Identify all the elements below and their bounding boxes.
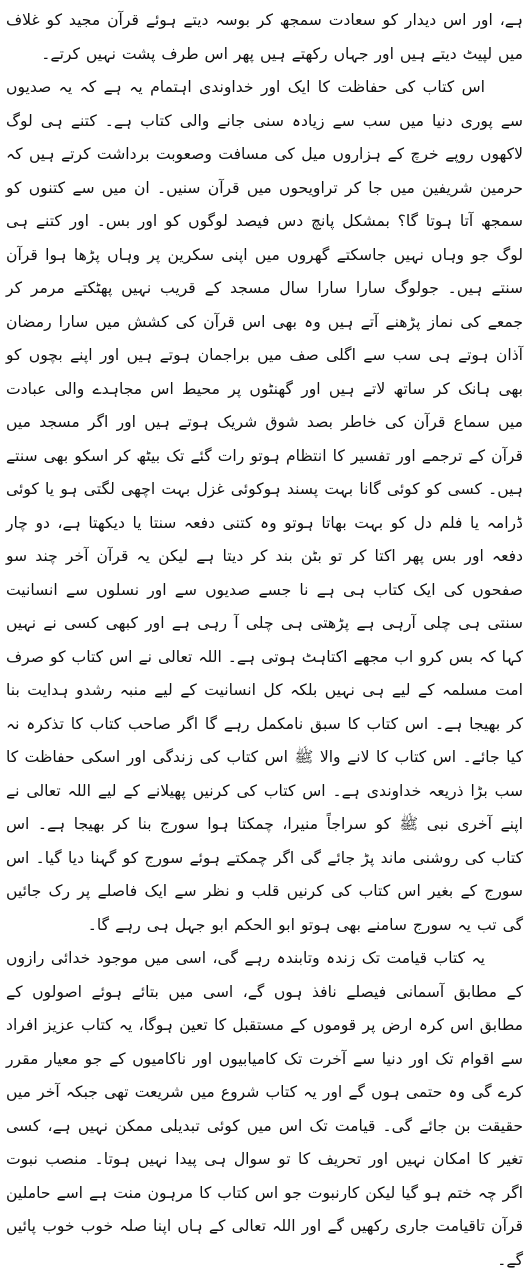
paragraph-continuation: ہے، اور اس دیدار کو سعادت سمجھ کر بوسہ دیتے ہوئے قرآن مجید کو غلاف میں لپیٹ دیتے ہیں اور جہاں رکھتے ہیں پھر اس طرف پشت نہیں کرتے۔ bbox=[6, 11, 523, 63]
paragraph-eternity: یہ کتاب قیامت تک زندہ وتابندہ رہے گی، اسی میں موجود خدائی رازوں کے مطابق آسمانی فیصلے نافذ ہوں گے، اسی میں بتائے ہوئے اصولوں کے مطابق اس کرہ ارض پر قوموں کے مستقبل کا تعین ہوگا، یہ کتاب عزیز افراد سے اقوام تک اور دنیا سے آخرت تک کامیابیوں اور ناکامیوں کے جو معیار مقرر کرے گی وہ حتمی ہوں گے اور یہ کتاب شروع میں شریعت تھی جبکہ آخر میں حقیقت بن جائے گی۔ قیامت تک اس میں کوئی تبدیلی ممکن نہیں ہے، کسی تغیر کا امکان نہیں اور تحریف کا تو سوال ہی پیدا نہیں ہوتا۔ منصب نبوت اگر چہ ختم ہو گیا لیکن کارنبوت جو اس کتاب کا مرہون منت ہے اسے حاملین قرآن تاقیامت جاری رکھیں گے اور اللہ تعالی کے ہاں اپنا صلہ خوب خوب پائیں گے۔ bbox=[6, 949, 523, 1269]
paragraph-preservation: اس کتاب کی حفاظت کا ایک اور خداوندی اہتمام یہ ہے کہ یہ صدیوں سے پوری دنیا میں سب سے زیادہ سنی جانے والی کتاب ہے۔ کتنے ہی لوگ لاکھوں روپے خرچ کے ہزاروں میل کی مسافت وصعوبت برداشت کرتے ہیں کہ حرمین شریفین میں جا کر تراویحوں میں قرآن سنیں۔ ان میں سے کتنوں کو سمجھ آتا ہوتا گا؟ بمشکل پانچ دس فیصد لوگوں کو اور بس۔ اور کتنے ہی لوگ جو وہاں نہیں جاسکتے گھروں میں اپنی سکرین پر وہاں پڑھا ہوا قرآن سنتے ہیں۔ جولوگ سارا سارا سال مسجد کے قریب نہیں پھٹکتے مرمر کر جمعے کی نماز پڑھنے آتے ہیں وہ بھی اس قرآن کی کشش میں سارا رمضان آذان ہوتے ہی سب سے اگلی صف میں براجمان ہوتے ہیں اور اپنے بچوں کو بھی ہانک کر ساتھ لاتے ہیں اور گھنٹوں پر محیط اس مجاہدے والی عبادت میں سماع قرآن کی خاطر بصد شوق شریک ہوتے ہیں اور اگر مسجد میں قرآن کے ترجمے اور تفسیر کا انتظام ہوتو رات گئے تک بیٹھ کر اسکو بھی سنتے ہیں۔ کسی کو کوئی گانا بہت پسند ہوکوئی غزل بہت اچھی لگتی ہو یا کوئی ڈرامہ یا فلم دل کو بہت بھاتا ہوتو وہ کتنی دفعہ سنتا یا دیکھتا ہے، دو چار دفعہ اور بس پھر اکتا کر تو بٹن بند کر دیتا ہے لیکن یہ قرآن آخر چند سو صفحوں کی ایک کتاب ہی ہے نا جسے صدیوں سے اور نسلوں سے انسانیت سنتی ہی چلی آرہی ہے پڑھتی ہی چلی آ رہی ہے اور کبھی کسی نے نہیں کہا کہ بس کرو اب مجھے اکتاہٹ ہوتی ہے۔ اللہ تعالی نے اس کتاب کو صرف امت مسلمہ کے لیے ہی نہیں بلکہ کل انسانیت کے لیے منبہ رشدو ہدایت بنا کر بھیجا ہے۔ اس کتاب کا سبق نامکمل رہے گا اگر صاحب کتاب کا تذکرہ نہ کیا جائے۔ اس کتاب کا لانے والا ﷺ اس کتاب کی زندگی اور اسکی حفاظت کا سب بڑا ذریعہ خداوندی ہے۔ اس کتاب کی کرنیں پھیلانے کے لیے اللہ تعالی نے اپنے آخری نبی ﷺ کو سراجاً منیرا، چمکتا ہوا سورج بنا کر بھیجا ہے۔ اس کتاب کی روشنی ماند پڑ جائے گی اگر چمکتے ہوئے سورج کو گہنا دیا گیا۔ اس سورج کے بغیر اس کتاب کی کرنیں قلب و نظر سے ایک فاصلے پر رک جائیں گی تب یہ سورج سامنے بھی ہوتو ابو الحکم ابو جہل ہی رہے گا۔ bbox=[6, 78, 523, 934]
